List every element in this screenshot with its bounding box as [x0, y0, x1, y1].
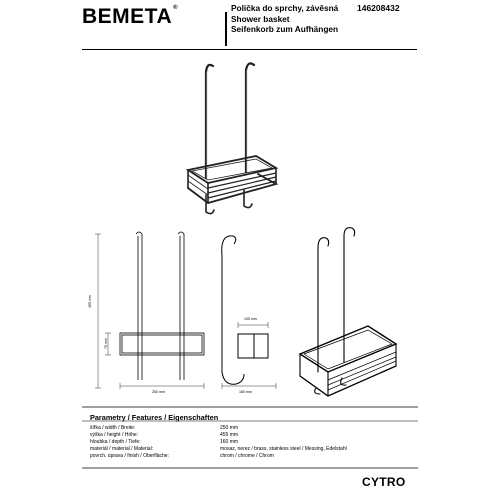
- front-view-dimensions: [95, 234, 204, 389]
- brand-logo: BEMETA®: [82, 5, 179, 28]
- param-finish-label: povrch. úprava / finish / Oberfläche:: [90, 453, 169, 459]
- param-finish-value: chrom / chrome / Chrom: [220, 453, 274, 459]
- title-line-de: Seifenkorb zum Aufhängen: [231, 24, 339, 34]
- dim-height-label: 455 mm: [88, 295, 92, 308]
- front-view-drawing: [120, 232, 204, 380]
- param-depth-label: hloubka / depth / Tiefe:: [90, 439, 141, 445]
- title-line-en: Shower basket: [231, 13, 290, 24]
- param-width-label: šířka / width / Breite:: [90, 425, 136, 431]
- product-illustration: [188, 63, 276, 213]
- param-height-value: 455 mm: [220, 432, 239, 438]
- dim-depth-label: 160 mm: [239, 390, 252, 394]
- title-line-cz: Polička do sprchy, závěsná: [231, 3, 339, 13]
- param-width-value: 250 mm: [220, 425, 239, 431]
- side-view-drawing: [222, 236, 268, 384]
- product-code: 146208432: [357, 3, 400, 13]
- dim-hook-depth-label: 105 mm: [244, 317, 257, 321]
- product-name: CYTRO: [362, 475, 406, 489]
- param-height-label: výška / height / Höhe:: [90, 432, 139, 438]
- parameters-heading: Parametry / Features / Eigenschaften: [90, 413, 219, 422]
- param-material-label: materiál / material / Material:: [90, 446, 154, 452]
- param-material-value: mosaz, nerez / brass, stainless steel / Messing, Edelstahl: [220, 446, 347, 452]
- perspective-view-drawing: [300, 228, 396, 396]
- dim-width-label: 250 mm: [152, 390, 165, 394]
- dim-basket-height-label: 70 mm: [104, 338, 108, 349]
- param-depth-value: 160 mm: [220, 439, 239, 445]
